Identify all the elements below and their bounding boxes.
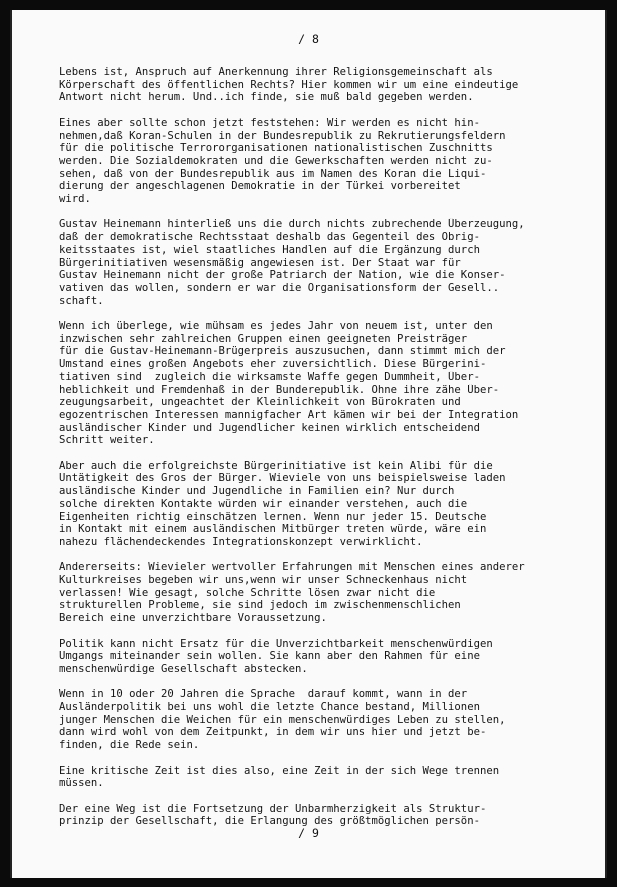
document-body: [59, 66, 584, 841]
text-line: Eigenheiten richtig einschätzen lernen. Wenn nur jeder 15. Deutsche: [59, 510, 487, 523]
paragraph: [59, 638, 584, 676]
text-line: verlassen! Wie gesagt, solche Schritte lösen zwar nicht die: [59, 586, 436, 599]
text-line: zeugungsarbeit, ungeachtet der Kleinlichkeit von Bürokraten und: [59, 396, 461, 409]
text-line: tiativen sind zugleich die wirksamste Waffe gegen Dummheit, Über-: [59, 370, 480, 383]
text-line: Gustav Heinemann hinterließ uns die durch nichts zubrechende Überzeugung,: [59, 218, 525, 231]
text-line: Aber auch die erfolgreichste Bürgerinitiative ist kein Alibi für die: [59, 459, 493, 472]
text-line: solche direkten Kontakte würden wir einander verstehen, auch die: [59, 497, 468, 510]
text-line: Ausländerpolitik bei uns wohl die letzte Chance bestand, Millionen: [59, 701, 480, 714]
text-line: in Kontakt mit einem ausländischen Mitbürger treten würde, wäre ein: [59, 523, 487, 536]
text-line: Umgangs miteinander sein wollen. Sie kann aber den Rahmen für eine: [59, 650, 480, 663]
text-line: werden. Die Sozialdemokraten und die Gewerkschaften werden nicht zu-: [59, 154, 493, 167]
text-line: sehen, daß von der Bundesrepublik aus im Namen des Koran die Liqui-: [59, 167, 487, 180]
text-line: nahezu flächendeckendes Integrationskonzept verwirklicht.: [59, 535, 423, 548]
document-page: [10, 10, 607, 878]
text-line: Eine kritische Zeit ist dies also, eine Zeit in der sich Wege trennen: [59, 764, 500, 777]
text-line: Körperschaft des öffentlichen Rechts? Hier kommen wir um eine eindeutige: [59, 78, 519, 91]
text-line: daß der demokratische Rechtsstaat deshalb das Gegenteil des Obrig-: [59, 231, 480, 244]
text-line: Der eine Weg ist die Fortsetzung der Unbarmherzigkeit als Struktur-: [59, 802, 487, 815]
page-number-bottom: / 9: [298, 826, 319, 840]
text-line: müssen.: [59, 777, 104, 790]
text-line: nehmen,daß Koran-Schulen in der Bundesrepublik zu Rekrutierungsfeldern: [59, 129, 506, 142]
text-line: ausländische Kinder und Jugendliche in Familien ein? Nur durch: [59, 485, 455, 498]
text-line: vativen das wollen, sondern er war die Organisationsform der Gesell..: [59, 281, 500, 294]
text-line: schaft.: [59, 294, 104, 307]
text-line: für die Gustav-Heinemann-Brügerpreis auszusuchen, dann stimmt mich der: [59, 345, 506, 358]
text-line: Antwort nicht herum. Und..ich finde, sie muß bald gegeben werden.: [59, 91, 474, 104]
text-line: Andererseits: Wievieler wertvoller Erfahrungen mit Menschen eines anderer: [59, 561, 525, 574]
paragraph: [59, 218, 584, 307]
text-line: Umstand eines großen Angebots eher zuversichtlich. Diese Bürgerini-: [59, 358, 487, 371]
text-line: heblichkeit und Fremdenhaß in der Bunderepublik. Ohne ihre zähe Über-: [59, 383, 500, 396]
paragraph: [59, 561, 584, 625]
text-line: Eines aber sollte schon jetzt feststehen: Wir werden es nicht hin-: [59, 116, 480, 129]
text-line: für die politische Terrororganisationen nationalistischen Zuschnitts: [59, 142, 493, 155]
page-number-top: / 8: [298, 32, 319, 46]
paragraph: [59, 66, 584, 104]
text-line: Politik kann nicht Ersatz für die Unverzichtbarkeit menschenwürdigen: [59, 637, 493, 650]
text-line: Schritt weiter.: [59, 434, 155, 447]
text-line: strukturellen Probleme, sie sind jedoch im zwischenmenschlichen: [59, 599, 461, 612]
text-line: keitsstaates ist, wiel staatliches Handlen auf die Ergänzung durch: [59, 243, 480, 256]
text-line: inzwischen sehr zahlreichen Gruppen einen geeigneten Preisträger: [59, 332, 468, 345]
text-line: egozentrischen Interessen mannigfacher Art kämen wir bei der Integration: [59, 408, 519, 421]
text-line: Bereich eine unverzichtbare Voraussetzung.: [59, 612, 327, 625]
paragraph: [59, 803, 584, 828]
text-line: Bürgerinitiativen wesensmäßig angewiesen ist. Der Staat war für: [59, 256, 461, 269]
text-line: dierung der angeschlagenen Demokratie in der Türkei vorbereitet: [59, 180, 461, 193]
text-line: menschenwürdige Gesellschaft abstecken.: [59, 662, 308, 675]
text-line: Lebens ist, Anspruch auf Anerkennung ihrer Religionsgemeinschaft als: [59, 66, 493, 78]
text-line: Kulturkreises begeben wir uns,wenn wir unser Schneckenhaus nicht: [59, 574, 468, 587]
text-line: Untätigkeit des Gros der Bürger. Wieviele von uns beispielsweise laden: [59, 472, 506, 485]
text-line: dann wird wohl von dem Zeitpunkt, in dem wir uns hier und jetzt be-: [59, 726, 487, 739]
paragraph: [59, 460, 584, 549]
text-line: ausländischer Kinder und Jugendlicher keinen wirklich entscheidend: [59, 421, 480, 434]
paragraph: [59, 320, 584, 447]
text-line: Gustav Heinemann nicht der große Patriarch der Nation, wie die Konser-: [59, 269, 506, 282]
text-line: finden, die Rede sein.: [59, 739, 200, 752]
text-line: Wenn ich überlege, wie mühsam es jedes Jahr von neuem ist, unter den: [59, 320, 493, 333]
text-line: junger Menschen die Weichen für ein menschenwürdiges Leben zu stellen,: [59, 713, 506, 726]
paragraph: [59, 688, 584, 752]
text-line: wird.: [59, 193, 91, 206]
text-line: prinzip der Gesellschaft, die Erlangung des größtmöglichen persön-: [59, 815, 480, 828]
text-line: Wenn in 10 oder 20 Jahren die Sprache darauf kommt, wann in der: [59, 688, 468, 701]
paragraph: [59, 117, 584, 206]
paragraph: [59, 765, 584, 790]
